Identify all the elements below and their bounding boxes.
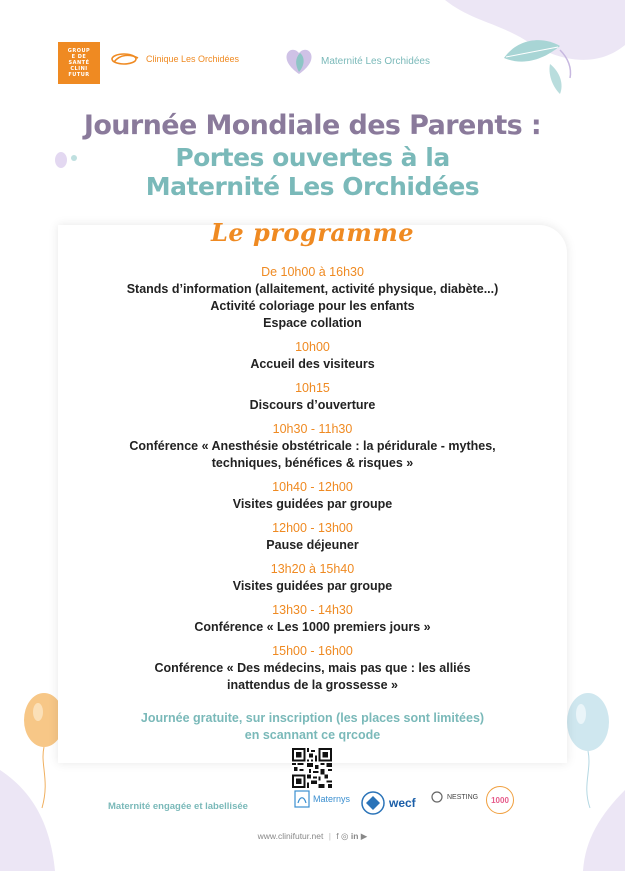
slot-time: 10h15: [295, 381, 330, 395]
clinique-les-orchidees-logo: [110, 50, 239, 68]
slot-time: 13h20 à 15h40: [270, 562, 355, 576]
qr-code[interactable]: [292, 748, 332, 788]
page-title-line2: Portes ouvertes à la: [175, 143, 450, 172]
linkedin-icon[interactable]: in: [350, 831, 359, 841]
footer: [0, 831, 625, 842]
maternys-text: Maternys: [313, 794, 351, 804]
instagram-icon[interactable]: ◎: [341, 831, 349, 841]
maternys-icon: [294, 790, 310, 808]
schedule-slot: [58, 479, 567, 513]
schedule-slot: [58, 520, 567, 554]
registration-note: [58, 710, 567, 744]
nesting-logo: [430, 790, 478, 804]
schedule-slot: [58, 339, 567, 373]
slot-activity: Conférence « Les 1000 premiers jours »: [194, 620, 431, 634]
slot-activity: Espace collation: [263, 316, 362, 330]
registration-note-line1: Journée gratuite, sur inscription (les places sont limitées): [140, 711, 485, 725]
orchid-swirl-icon: [110, 50, 140, 68]
program-schedule: [58, 264, 567, 701]
maternite-logo-text: Maternité Les Orchidées: [321, 55, 430, 67]
heart-leaf-icon: [283, 45, 315, 77]
slot-activity: Pause déjeuner: [266, 538, 359, 552]
slot-activity: Visites guidées par groupe: [232, 579, 393, 593]
nesting-text: NESTING: [447, 793, 479, 801]
1000-badge: [486, 786, 514, 814]
slot-activity: Activité coloriage pour les enfants: [210, 299, 415, 313]
facebook-icon[interactable]: f: [336, 831, 339, 841]
slot-time: 13h30 - 14h30: [272, 603, 353, 617]
slot-activity: Conférence « Des médecins, mais pas que : les alliés: [154, 661, 471, 675]
schedule-slot: [58, 602, 567, 636]
schedule-slot: [58, 561, 567, 595]
page-title-line1: Journée Mondiale des Parents :: [83, 110, 542, 141]
slot-time: 12h00 - 13h00: [272, 521, 353, 535]
slot-time: 10h30 - 11h30: [272, 422, 353, 436]
slot-time: 10h00: [295, 340, 330, 354]
engaged-label: Maternité engagée et labellisée: [108, 801, 248, 812]
wecf-icon: [360, 790, 386, 816]
slot-activity: Stands d’information (allaitement, activité physique, diabète...): [126, 282, 499, 296]
slot-time: 15h00 - 16h00: [272, 644, 353, 658]
wecf-logo: [360, 790, 416, 816]
slot-activity: Discours d’ouverture: [249, 398, 376, 412]
youtube-icon[interactable]: ▶: [360, 831, 368, 841]
slot-time: 10h40 - 12h00: [272, 480, 353, 494]
website-link[interactable]: www.clinifutur.net: [257, 831, 324, 841]
schedule-slot: [58, 643, 567, 694]
blue-balloon-icon: [562, 690, 614, 810]
schedule-slot: [58, 421, 567, 472]
nesting-icon: [430, 790, 444, 804]
groupe-sante-clinifutur-logo: GROUP E DE SANTÉ CLINI FUTUR: [58, 42, 100, 84]
slot-activity: Conférence « Anesthésie obstétricale : la péridurale - mythes,: [129, 439, 496, 453]
slot-activity: inattendus de la grossesse »: [227, 678, 398, 692]
leaf-icon: [498, 28, 578, 98]
divider: |: [328, 831, 331, 841]
program-heading: Le programme: [211, 218, 414, 247]
slot-time: De 10h00 à 16h30: [261, 265, 364, 279]
1000-text: 1000: [491, 795, 509, 805]
registration-note-line2: en scannant ce qrcode: [244, 728, 381, 742]
1000-premiers-jours-logo: [486, 786, 514, 814]
maternys-logo: [294, 790, 350, 808]
wecf-text: wecf: [389, 796, 416, 810]
clinique-logo-text: Clinique Les Orchidées: [146, 54, 240, 64]
schedule-slot: [58, 264, 567, 332]
slot-activity: Visites guidées par groupe: [232, 497, 393, 511]
schedule-slot: [58, 380, 567, 414]
page-title-line3: Maternité Les Orchidées: [145, 172, 480, 201]
maternite-les-orchidees-logo: [283, 45, 430, 77]
slot-activity: Accueil des visiteurs: [250, 357, 375, 371]
slot-activity: techniques, bénéfices & risques »: [211, 456, 414, 470]
